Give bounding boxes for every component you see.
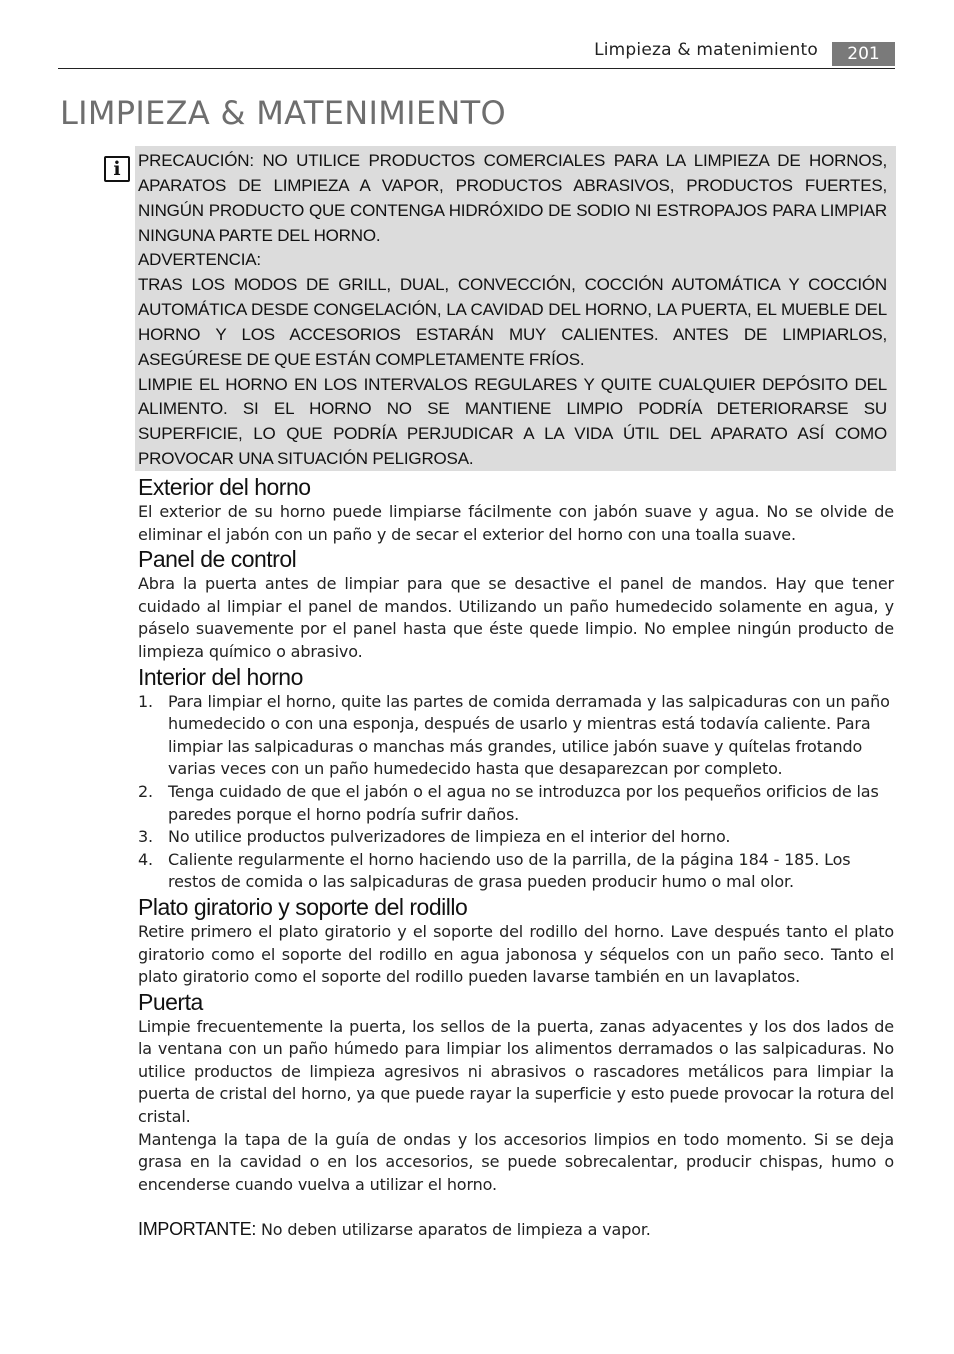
text-plato: Retire primero el plato giratorio y el soporte del rodillo del horno. Lave después tanto el plato giratorio como el soporte del rodillo en agua jabonosa y séquelos con un paño seco. Tanto el plato giratorio como el soporte del rodillo pueden lavarse también en un lavaplatos. <box>138 921 894 987</box>
list-item <box>138 691 894 781</box>
warning-hot-surfaces: TRAS LOS MODOS DE GRILL, DUAL, CONVECCIÓN, COCCIÓN AUTOMÁTICA Y COCCIÓN AUTOMÁTICA DESDE CONGELACIÓN, LA CAVIDAD DEL HORNO, LA PUERTA, EL MUEBLE DEL HORNO Y LOS ACCESORIOS ESTARÁN MUY CALIENTES. ANTES DE LIMPIARLOS, ASEGÚRESE DE QUE ESTÁN COMPLETAMENTE FRÍOS. <box>138 275 887 369</box>
page-title: LIMPIEZA & MATENIMIENTO <box>60 94 506 132</box>
important-note <box>138 1218 894 1242</box>
step-text: Para limpiar el horno, quite las partes de comida derramada y las salpicaduras con un paño humedecido o con una esponja, después de usarlo y mientras está todavía caliente. Para limpiar las salpicaduras o manchas más grandes, utilice jabón suave y quítelas frotando varias veces con un paño humedecido hasta que desaparezcan por completo. <box>168 691 890 779</box>
step-text: Caliente regularmente el horno haciendo uso de la parrilla, de la página 184 - 185. Los restos de comida o las salpicaduras de grasa pueden producir humo o mal olor. <box>168 849 851 892</box>
step-number: 2. <box>138 781 153 801</box>
warning-label: ADVERTENCIA: <box>138 250 261 270</box>
step-number: 4. <box>138 849 153 869</box>
heading-puerta: Puerta <box>138 988 203 1015</box>
list-item <box>138 849 894 894</box>
text-puerta-2: Mantenga la tapa de la guía de ondas y los accesorios limpios en todo momento. Si se deja grasa en la cavidad o en los accesorios, se puede sobrecalentar, producir chispas, humo o encenderse cuando vuelva a utilizar el horno. <box>138 1129 894 1194</box>
page-number-badge: 201 <box>832 42 895 66</box>
step-text: No utilice productos pulverizadores de limpieza en el interior del horno. <box>168 827 731 847</box>
heading-panel: Panel de control <box>138 546 297 573</box>
heading-plato: Plato giratorio y soporte del rodillo <box>138 893 468 920</box>
header-section-title: Limpieza & matenimiento <box>594 40 818 60</box>
list-item <box>138 826 894 849</box>
step-text: Tenga cuidado de que el jabón o el agua no se introduzca por los pequeños orificios de las paredes porque el horno podría sufrir daños. <box>168 781 879 824</box>
main-content <box>138 474 894 1242</box>
warning-text <box>138 149 887 472</box>
list-item <box>138 781 894 826</box>
interior-steps <box>138 691 894 894</box>
important-text: No deben utilizarse aparatos de limpieza a vapor. <box>256 1220 651 1240</box>
step-number: 1. <box>138 691 153 711</box>
text-puerta-1: Limpie frecuentemente la puerta, los sellos de la puerta, zanas adyacentes y los dos lados de la ventana con un paño húmedo para limpiar los alimentos derramados o las salpicaduras. No utilice productos de limpieza agresivos ni abrasivos o rascadores metálicos para limpiar la puerta de cristal del horno, ya que puede rayar la superficie y esto puede provocar la rotura del cristal. <box>138 1016 894 1127</box>
spacer <box>138 1196 894 1218</box>
step-number: 3. <box>138 827 153 847</box>
heading-exterior: Exterior del horno <box>138 474 311 500</box>
heading-interior: Interior del horno <box>138 663 303 690</box>
important-label: IMPORTANTE: <box>138 1219 257 1240</box>
warning-caution: PRECAUCIÓN: NO UTILICE PRODUCTOS COMERCIALES PARA LA LIMPIEZA DE HORNOS, APARATOS DE LIMPIEZA A VAPOR, PRODUCTOS ABRASIVOS, PRODUCTOS FUERTES, NINGÚN PRODUCTO QUE CONTENGA HIDRÓXIDO DE SODIO NI ESTROPAJOS PARA LIMPIAR NINGUNA PARTE DEL HORNO. <box>138 151 887 245</box>
text-panel: Abra la puerta antes de limpiar para que se desactive el panel de mandos. Hay que tener cuidado al limpiar el panel de mandos. Utilizando un paño humedecido solamente en agua, y páselo suavemente por el panel hasta que éste quede limpio. No emplee ningún producto de limpieza químico o abrasivo. <box>138 574 894 661</box>
info-icon: i <box>104 156 130 182</box>
header-divider <box>58 68 895 69</box>
text-exterior: El exterior de su horno puede limpiarse fácilmente con jabón suave y agua. No se olvide de eliminar el jabón con un paño y de secar el exterior del horno con una toalla suave. <box>138 502 894 544</box>
warning-clean-regularly: LIMPIE EL HORNO EN LOS INTERVALOS REGULARES Y QUITE CUALQUIER DEPÓSITO DEL ALIMENTO. SI EL HORNO NO SE MANTIENE LIMPIO PODRÍA DETERIORARSE SU SUPERFICIE, LO QUE PODRÍA PERJUDICAR A LA VIDA ÚTIL DEL APARATO ASÍ COMO PROVOCAR UNA SITUACIÓN PELIGROSA. <box>138 374 887 469</box>
